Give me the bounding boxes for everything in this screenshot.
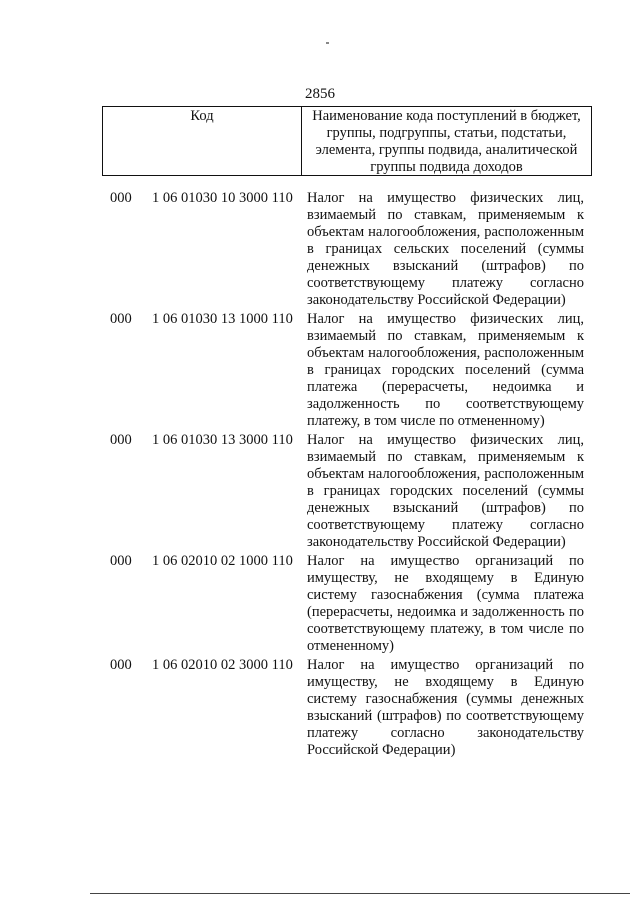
table-row — [0, 311, 640, 432]
page-number: 2856 — [305, 86, 335, 102]
row-admin-code: 000 — [110, 190, 132, 206]
row-description: Налог на имущество физических лиц, взимаемый по ставкам, применяемым к объектам налогообложения, расположенным в границах городских поселений (сумма платежа (перерасчеты, недоимка и задолженность по соответствующему платежу, в том числе по отмененному) — [307, 311, 584, 429]
row-description: Налог на имущество организаций по имуществу, не входящему в Единую систему газоснабжения (сумма платежа (перерасчеты, недоимка и задолженность по соответствующему платежу, в том числе по отмененному) — [307, 553, 584, 654]
scan-artifact — [326, 42, 329, 44]
row-admin-code: 000 — [110, 311, 132, 327]
row-description: Налог на имущество организаций по имуществу, не входящему в Единую систему газоснабжения (суммы денежных взысканий (штрафов) по соответствующему платежу согласно законодательству Российской Федерации) — [307, 657, 584, 758]
header-code-label: Код — [103, 107, 302, 175]
row-revenue-code: 1 06 01030 13 3000 110 — [152, 432, 293, 448]
table-header — [102, 106, 592, 176]
page-bottom-edge — [90, 893, 630, 894]
row-admin-code: 000 — [110, 432, 132, 448]
table-row — [0, 657, 640, 761]
row-revenue-code: 1 06 01030 10 3000 110 — [152, 190, 293, 206]
row-description: Налог на имущество физических лиц, взимаемый по ставкам, применяемым к объектам налогообложения, расположенным в границах сельских поселений (суммы денежных взысканий (штрафов) по соответствующему платежу согласно законодательству Российской Федерации) — [307, 190, 584, 308]
row-admin-code: 000 — [110, 553, 132, 569]
table-row — [0, 432, 640, 553]
revenue-code-list — [0, 190, 640, 761]
table-row — [0, 190, 640, 311]
row-revenue-code: 1 06 02010 02 1000 110 — [152, 553, 293, 569]
row-revenue-code: 1 06 01030 13 1000 110 — [152, 311, 293, 327]
row-description: Налог на имущество физических лиц, взимаемый по ставкам, применяемым к объектам налогообложения, расположенным в границах городских поселений (суммы денежных взысканий (штрафов) по соответствующему платежу согласно законодательству Российской Федерации) — [307, 432, 584, 550]
row-admin-code: 000 — [110, 657, 132, 673]
table-row — [0, 553, 640, 657]
row-revenue-code: 1 06 02010 02 3000 110 — [152, 657, 293, 673]
header-name-label: Наименование кода поступлений в бюджет, группы, подгруппы, статьи, подстатьи, элемента, группы подвида, аналитической группы подвида доходов — [312, 108, 581, 175]
